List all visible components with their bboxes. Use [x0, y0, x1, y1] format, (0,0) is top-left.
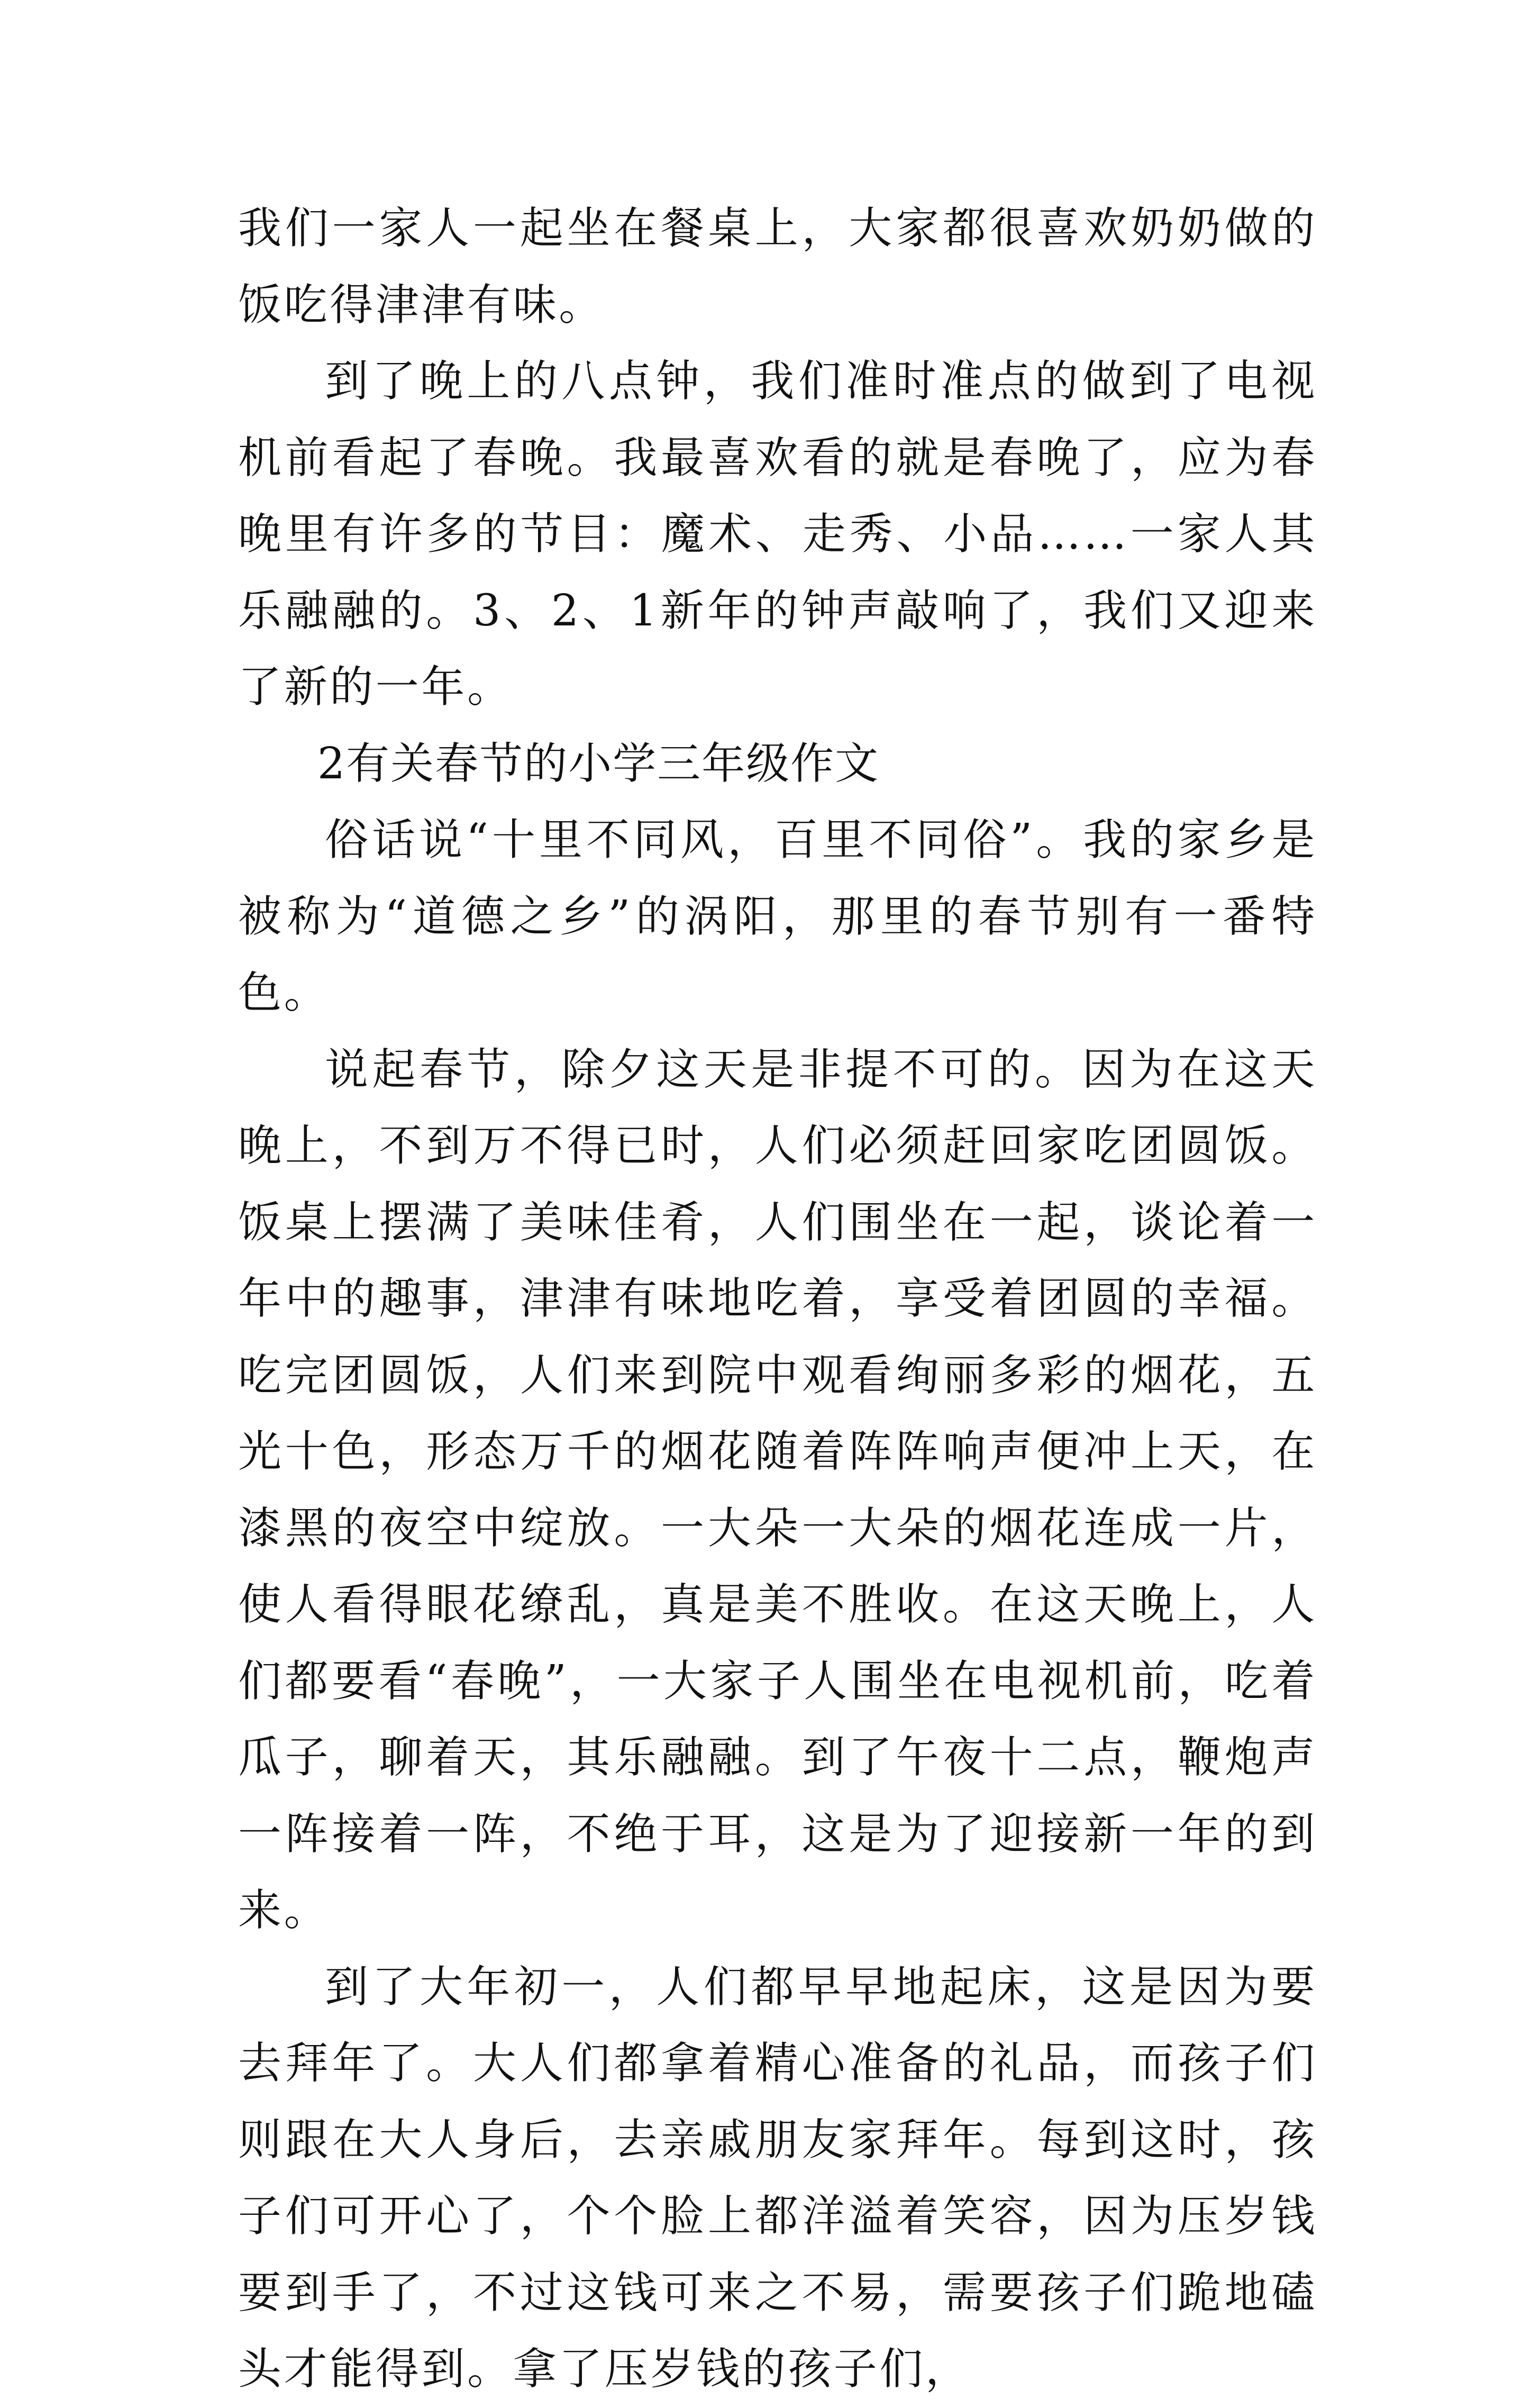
document-body	[238, 190, 1317, 2408]
essay-heading: 2有关春节的小学三年级作文	[317, 738, 880, 789]
paragraph-spring-gala: 到了晚上的八点钟，我们准时准点的做到了电视机前看起了春晚。我最喜欢看的就是春晚了，应为春晚里有许多的节目：魔术、走秀、小品……一家人其乐融融的。3、2、1新年的钟声敲响了，我们又迎来了新的一年。	[238, 356, 1317, 712]
paragraph-hometown: 俗话说“十里不同风，百里不同俗”。我的家乡是被称为“道德之乡”的涡阳，那里的春节别有一番特色。	[238, 815, 1317, 1018]
paragraph-family-dinner: 我们一家人一起坐在餐桌上，大家都很喜欢奶奶做的饭吃得津津有味。	[238, 203, 1317, 330]
paragraph-new-year-day: 到了大年初一，人们都早早地起床，这是因为要去拜年了。大人们都拿着精心准备的礼品，而孩子们则跟在大人身后，去亲戚朋友家拜年。每到这时，孩子们可开心了，个个脸上都洋溢着笑容，因为压岁钱要到手了，不过这钱可来之不易，需要孩子们跪地磕头才能得到。拿了压岁钱的孩子们，	[238, 1961, 1317, 2394]
paragraph-new-years-eve: 说起春节，除夕这天是非提不可的。因为在这天晚上，不到万不得已时，人们必须赶回家吃团圆饭。饭桌上摆满了美味佳肴，人们围坐在一起，谈论着一年中的趣事，津津有味地吃着，享受着团圆的幸福。吃完团圆饭，人们来到院中观看绚丽多彩的烟花，五光十色，形态万千的烟花随着阵阵响声便冲上天，在漆黑的夜空中绽放。一大朵一大朵的烟花连成一片，使人看得眼花缭乱，真是美不胜收。在这天晚上，人们都要看“春晚”，一大家子人围坐在电视机前，吃着瓜子，聊着天，其乐融融。到了午夜十二点，鞭炮声一阵接着一阵，不绝于耳，这是为了迎接新一年的到来。	[238, 1044, 1317, 1936]
